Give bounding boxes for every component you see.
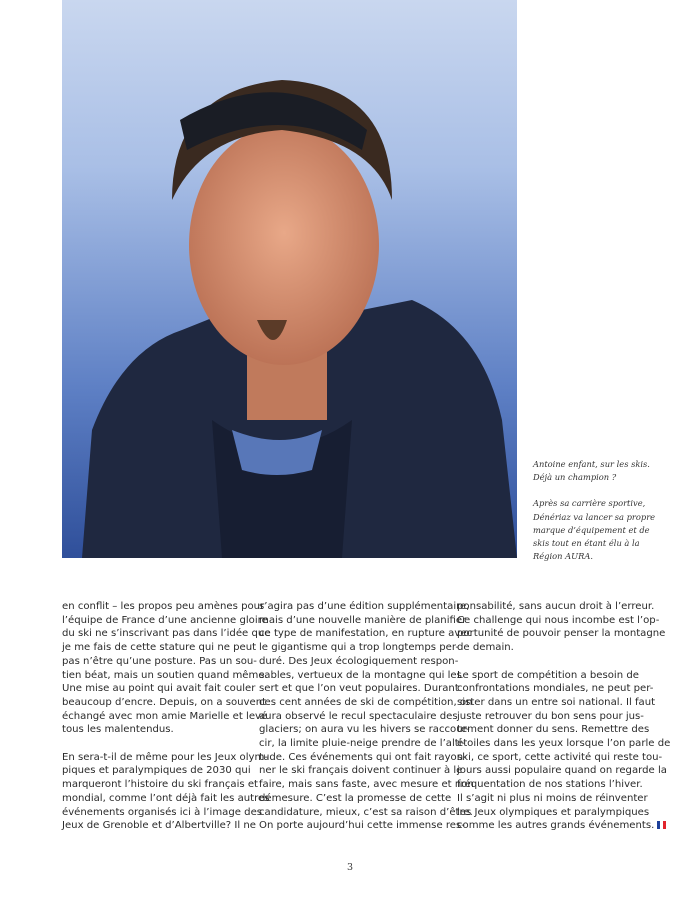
text-line: beaucoup d’encre. Depuis, on a souvent xyxy=(62,696,267,708)
french-flag-icon xyxy=(657,821,666,829)
caption-line: Dénériaz va lancer sa propre xyxy=(533,511,656,522)
text-line: ponsabilité, sans aucun droit à l’erreur. xyxy=(457,601,655,612)
text-line: mais d’une nouvelle manière de planifier xyxy=(259,614,467,626)
text-line: jours aussi populaire quand on regarde la xyxy=(457,765,667,777)
text-line: de demain. xyxy=(457,642,514,654)
text-line: du ski ne s’inscrivant pas dans l’idée que xyxy=(62,628,271,640)
body-paragraph xyxy=(62,751,270,833)
portrait-photo xyxy=(62,0,517,558)
text-line: comme les autres grands événements. xyxy=(457,819,639,833)
text-line: ces cent années de ski de compétition, on xyxy=(259,696,473,708)
text-line: faire, mais sans faste, avec mesure et non xyxy=(259,779,474,791)
text-line: Le sport de compétition a besoin de xyxy=(457,669,639,681)
text-line: mondial, comme l’ont déjà fait les autres xyxy=(62,792,270,804)
text-line: événements organisés ici à l’image des xyxy=(62,806,263,818)
caption-line: Région AURA. xyxy=(533,551,593,562)
text-line: portunité de pouvoir penser la montagne xyxy=(457,628,666,640)
text-line: marqueront l’histoire du ski français et xyxy=(62,779,259,791)
text-line: Jeux de Grenoble et d’Albertville? Il ne xyxy=(62,820,256,832)
text-line: l’équipe de France d’une ancienne gloire xyxy=(62,614,268,626)
text-line: aura observé le recul spectaculaire des xyxy=(259,710,458,722)
text-line: je me fais de cette stature qui ne peut xyxy=(62,642,257,654)
text-line: ner le ski français doivent continuer à le xyxy=(259,765,463,777)
photo-caption xyxy=(533,458,693,576)
text-line: candidature, mieux, c’est sa raison d’être. xyxy=(259,806,473,818)
text-line: ce type de manifestation, en rupture avec xyxy=(259,628,473,640)
text-line: sert et que l’on veut populaires. Durant xyxy=(259,683,459,695)
body-paragraph xyxy=(457,669,671,792)
text-line: démesure. C’est la promesse de cette xyxy=(259,792,452,804)
text-line: fréquentation de nos stations l’hiver. xyxy=(457,779,643,791)
text-line: ski, ce sport, cette activité qui reste tou- xyxy=(457,751,663,763)
text-line: tien béat, mais un soutien quand même. xyxy=(62,669,268,681)
text-line: Ce challenge qui nous incombe est l’op- xyxy=(457,614,660,626)
body-paragraph xyxy=(62,600,271,737)
text-line: piques et paralympiques de 2030 qui xyxy=(62,765,251,777)
text-column-1 xyxy=(62,600,271,847)
body-paragraph xyxy=(457,792,655,833)
text-line: pas n’être qu’une posture. Pas un sou- xyxy=(62,655,257,667)
text-column-3 xyxy=(457,600,671,847)
text-line: glaciers; on aura vu les hivers se raccour- xyxy=(259,724,470,736)
text-column-2 xyxy=(259,600,474,847)
text-line: sister dans un entre soi national. Il faut xyxy=(457,696,656,708)
text-line: On porte aujourd’hui cette immense res- xyxy=(259,820,465,832)
text-line: échangé avec mon amie Marielle et levé xyxy=(62,710,268,722)
caption-line: Déjà un champion ? xyxy=(533,472,617,483)
text-line: le gigantisme qui a trop longtemps per- xyxy=(259,642,460,654)
page-number: 3 xyxy=(346,862,354,873)
text-line: tement donner du sens. Remettre des xyxy=(457,724,650,736)
text-line: en conflit – les propos peu amènes pour xyxy=(62,601,265,612)
body-paragraph xyxy=(457,600,666,655)
text-line: s’agira pas d’une édition supplémentaire, xyxy=(259,601,470,612)
text-line: Une mise au point qui avait fait couler xyxy=(62,683,256,695)
caption-paragraph xyxy=(533,458,693,484)
text-line: juste retrouver du bon sens pour jus- xyxy=(457,710,644,722)
caption-line: marque d’équipement et de xyxy=(533,524,650,535)
caption-line: skis tout en étant élu à la xyxy=(533,538,640,549)
text-line: les Jeux olympiques et paralympiques xyxy=(457,806,650,818)
text-line: sables, vertueux de la montagne qui les xyxy=(259,669,462,681)
body-paragraph xyxy=(259,600,474,833)
caption-line: Après sa carrière sportive, xyxy=(533,498,646,509)
caption-paragraph xyxy=(533,497,693,563)
text-line: confrontations mondiales, ne peut per- xyxy=(457,683,654,695)
caption-line: Antoine enfant, sur les skis. xyxy=(533,459,650,469)
text-line: cir, la limite pluie-neige prendre de l’alti- xyxy=(259,738,466,750)
text-line: tude. Ces événements qui ont fait rayon- xyxy=(259,751,467,763)
text-line: tous les malentendus. xyxy=(62,724,174,736)
text-line: Il s’agit ni plus ni moins de réinventer xyxy=(457,792,648,804)
text-line: étoiles dans les yeux lorsque l’on parle de xyxy=(457,738,671,750)
text-line: duré. Des Jeux écologiquement respon- xyxy=(259,655,459,667)
text-line: En sera-t-il de même pour les Jeux olym- xyxy=(62,751,268,763)
